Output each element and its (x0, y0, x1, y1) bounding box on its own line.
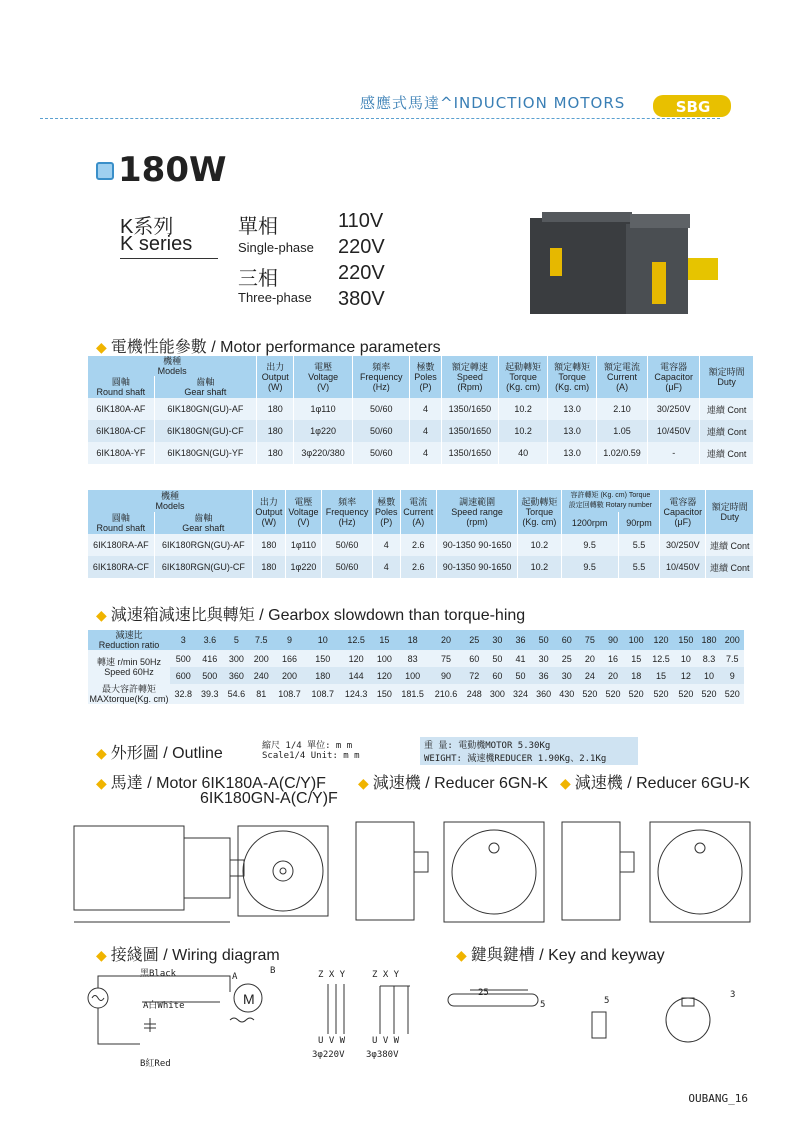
t2-col-4: 電流 Current (A) (400, 490, 436, 534)
three-phase-cn: 三相 (238, 268, 278, 290)
t1-col-9: 額定時間 Duty (700, 356, 754, 398)
torque-cell: 32.8 (170, 684, 197, 704)
speed60-cell: 600 (170, 667, 197, 684)
speed50-cell: 75 (429, 650, 462, 667)
t1-col-5: 起動轉矩 Torque (Kg. cm) (499, 356, 548, 398)
section-motor-2: 6IK180GN-A(C/Y)F (200, 790, 338, 807)
speed60-cell: 50 (509, 667, 532, 684)
motor-side-view (74, 826, 184, 910)
section-reducer-1-label: 減速機 / Reducer 6GN-K (372, 775, 548, 792)
torque-cell: 248 (463, 684, 486, 704)
speed60-cell: 30 (555, 667, 578, 684)
header-divider (40, 118, 720, 119)
torque-cell: 150 (373, 684, 396, 704)
weight-box (420, 737, 638, 765)
ratio-cell: 50 (532, 630, 555, 650)
t2-col-6: 起動轉矩 Torque (Kg. cm) (518, 490, 561, 534)
diamond-bullet-icon: ◆ (96, 339, 107, 355)
speed50-cell: 12.5 (648, 650, 675, 667)
torque-cell: 210.6 (429, 684, 462, 704)
diamond-bullet-icon: ◆ (96, 947, 107, 963)
voltage-4: 380V (338, 288, 385, 310)
ratio-cell: 60 (555, 630, 578, 650)
torque-label: 最大容許轉矩 MAXtorque(Kg. cm) (89, 684, 169, 704)
section-reducer-2 (560, 770, 750, 793)
wire-white: A白White (143, 1001, 185, 1011)
speed60-cell: 60 (486, 667, 509, 684)
speed60-cell: 144 (339, 667, 372, 684)
speed60-cell: 72 (463, 667, 486, 684)
t2-col-2: 頻率 Frequency (Hz) (322, 490, 373, 534)
terminal-a: A (232, 972, 238, 982)
t2-r2: 90rpm (618, 512, 659, 534)
zxy-380: Z X Y (372, 970, 400, 980)
product-power-title: 180W (118, 150, 227, 190)
wire-black: 黑Black (140, 969, 177, 979)
table-row: 6IK180A-CF 6IK180GN(GU)-CF 180 1φ220 50/60 4 1350/1650 10.2 13.0 1.05 10/450V 連續 Cont (88, 420, 754, 442)
speed50-cell: 300 (223, 650, 250, 667)
speed60-cell: 240 (250, 667, 273, 684)
weight-label-2: WEIGHT: (424, 754, 462, 764)
section-gearbox-label: 減速箱減速比與轉矩 / Gearbox slowdown than torque-hing (110, 607, 526, 624)
torque-cell: 54.6 (223, 684, 250, 704)
key-keyway-drawing (440, 968, 740, 1048)
ratio-cell: 90 (601, 630, 624, 650)
ratio-cell: 25 (463, 630, 486, 650)
title-bullet-icon (96, 162, 114, 180)
speed50-cell: 150 (306, 650, 339, 667)
t2-head-gear: 齒軸 Gear shaft (154, 512, 252, 534)
ratio-cell: 100 (625, 630, 648, 650)
section-performance-label: 電機性能參數 / Motor performance parameters (110, 339, 441, 356)
speed60-cell: 15 (648, 667, 675, 684)
diamond-bullet-icon: ◆ (96, 607, 107, 623)
torque-cell: 360 (532, 684, 555, 704)
svg-text:SBG: SBG (675, 98, 711, 116)
section-key-label: 鍵與鍵槽 / Key and keyway (470, 947, 665, 964)
series-cn: K系列 (120, 216, 174, 238)
gearbox-table (88, 630, 744, 704)
reducer-gu-front (650, 822, 750, 922)
wire-red: B紅Red (140, 1059, 171, 1069)
weight-label-1: 重 量: (424, 741, 453, 751)
t2-col-1: 電壓 Voltage (V) (285, 490, 321, 534)
t2-rated-head: 容許轉矩 (Kg. cm) Torque 設定回轉數 Rotary number (561, 490, 660, 512)
ratio-cell: 36 (509, 630, 532, 650)
t1-head-gear: 齒軸 Gear shaft (154, 376, 257, 398)
t2-col-0: 出力 Output (W) (252, 490, 285, 534)
t2-col-duty: 額定時間 Duty (706, 490, 754, 534)
diamond-bullet-icon: ◆ (560, 775, 571, 791)
speed60-cell: 90 (429, 667, 462, 684)
t2-col-3: 極數 Poles (P) (373, 490, 401, 534)
speed50-cell: 120 (339, 650, 372, 667)
speed50-cell: 50 (486, 650, 509, 667)
key-width-1: 5 (540, 1000, 546, 1010)
ratio-cell: 75 (578, 630, 601, 650)
speed50-cell: 25 (555, 650, 578, 667)
speed60-cell: 20 (601, 667, 624, 684)
reducer-gn-side (356, 822, 414, 920)
speed50-cell: 200 (250, 650, 273, 667)
t2-head-model: 機種 Models (88, 490, 252, 512)
torque-cell: 300 (486, 684, 509, 704)
torque-cell: 520 (601, 684, 624, 704)
speed60-cell: 36 (532, 667, 555, 684)
ratio-label: 減速比 Reduction ratio (88, 630, 170, 650)
speed60-cell: 500 (197, 667, 224, 684)
torque-cell: 430 (555, 684, 578, 704)
series-underline (120, 258, 218, 259)
ratio-cell: 3.6 (197, 630, 224, 650)
speed50-cell: 83 (396, 650, 429, 667)
speed50-cell: 20 (578, 650, 601, 667)
voltage-3: 220V (338, 262, 385, 284)
page-number: OUBANG_16 (688, 1092, 748, 1105)
ratio-cell: 10 (306, 630, 339, 650)
ratio-cell: 7.5 (250, 630, 273, 650)
reducer-gn-front (444, 822, 544, 922)
single-phase-cn: 單相 (238, 216, 278, 238)
brand-logo (653, 92, 733, 120)
t1-col-7: 額定電流 Current (A) (597, 356, 648, 398)
motor-photo (522, 208, 742, 320)
torque-cell: 520 (648, 684, 675, 704)
torque-cell: 520 (625, 684, 648, 704)
t1-col-6: 額定轉矩 Torque (Kg. cm) (548, 356, 597, 398)
torque-cell: 124.3 (339, 684, 372, 704)
single-phase-en: Single-phase (238, 240, 314, 255)
section-reducer-1 (358, 770, 548, 793)
ratio-cell: 20 (429, 630, 462, 650)
diamond-bullet-icon: ◆ (358, 775, 369, 791)
t2-col-5: 調速範圍 Speed range (rpm) (436, 490, 517, 534)
section-gearbox (96, 602, 525, 625)
t1-col-4: 額定轉速 Speed (Rpm) (441, 356, 499, 398)
speed60-cell: 360 (223, 667, 250, 684)
section-outline (96, 740, 223, 763)
torque-cell: 520 (697, 684, 720, 704)
voltage-1: 110V (338, 210, 384, 232)
section-reducer-2-label: 減速機 / Reducer 6GU-K (574, 775, 750, 792)
voltage-2: 220V (338, 236, 385, 258)
ratio-cell: 9 (273, 630, 306, 650)
speed60-cell: 100 (396, 667, 429, 684)
ratio-cell: 150 (674, 630, 697, 650)
t1-col-2: 頻率 Frequency (Hz) (352, 356, 410, 398)
ratio-cell: 180 (697, 630, 720, 650)
t1-col-0: 出力 Output (W) (257, 356, 294, 398)
uvw-380: U V W (372, 1036, 400, 1046)
speed50-cell: 500 (170, 650, 197, 667)
t2-head-round: 圓軸 Round shaft (88, 512, 154, 534)
reducer-gu-side (562, 822, 620, 920)
torque-cell: 81 (250, 684, 273, 704)
table-row: 6IK180A-AF 6IK180GN(GU)-AF 180 1φ110 50/60 4 1350/1650 10.2 13.0 2.10 30/250V 連續 Cont (88, 398, 754, 420)
motor-front-view (238, 826, 328, 916)
speed60-cell: 9 (721, 667, 744, 684)
performance-table-1 (88, 356, 754, 464)
t1-col-3: 極數 Poles (P) (410, 356, 441, 398)
uvw-220: U V W (318, 1036, 346, 1046)
speed50-cell: 41 (509, 650, 532, 667)
t1-col-8: 電容器 Capacitor (μF) (648, 356, 700, 398)
speed60-cell: 24 (578, 667, 601, 684)
speed50-cell: 8.3 (697, 650, 720, 667)
ratio-cell: 30 (486, 630, 509, 650)
speed60-cell: 12 (674, 667, 697, 684)
t1-head-model-en: Models (157, 366, 187, 376)
speed60-cell: 18 (625, 667, 648, 684)
ratio-cell: 12.5 (339, 630, 372, 650)
ratio-cell: 3 (170, 630, 197, 650)
torque-cell: 108.7 (273, 684, 306, 704)
torque-cell: 520 (721, 684, 744, 704)
three-phase-en: Three-phase (238, 290, 312, 305)
weight-motor: 電動機MOTOR 5.30Kg (458, 741, 551, 751)
speed50-cell: 60 (463, 650, 486, 667)
section-performance (96, 334, 441, 357)
torque-cell: 108.7 (306, 684, 339, 704)
scale-line-1: 縮尺 1/4 單位: m m (262, 741, 353, 751)
speed60-cell: 120 (373, 667, 396, 684)
ratio-cell: 5 (223, 630, 250, 650)
performance-table-2 (88, 490, 754, 578)
key-width-2: 5 (604, 996, 610, 1006)
terminal-b: B (270, 966, 276, 976)
section-key (456, 942, 665, 965)
header-title: 感應式馬達^INDUCTION MOTORS (360, 94, 626, 112)
torque-cell: 520 (674, 684, 697, 704)
diamond-bullet-icon: ◆ (96, 775, 107, 791)
speed50-cell: 100 (373, 650, 396, 667)
key-length: 25 (478, 988, 489, 998)
speed50-cell: 15 (625, 650, 648, 667)
voltage-380-label: 3φ380V (366, 1050, 399, 1060)
t2-r1: 1200rpm (561, 512, 618, 534)
t1-head-round: 圓軸 Round shaft (88, 376, 154, 398)
t1-head-model-cn: 機種 (163, 356, 182, 366)
weight-reducer: 減速機REDUCER 1.90Kg、2.1Kg (467, 754, 607, 764)
series-en: K series (120, 233, 193, 255)
scale-line-2: Scale1/4 Unit: m m (262, 751, 360, 761)
voltage-220-label: 3φ220V (312, 1050, 345, 1060)
motor-letter: M (243, 991, 255, 1007)
speed50-cell: 16 (601, 650, 624, 667)
diamond-bullet-icon: ◆ (456, 947, 467, 963)
diamond-bullet-icon: ◆ (96, 745, 107, 761)
ratio-cell: 120 (648, 630, 675, 650)
speed50-cell: 30 (532, 650, 555, 667)
section-wiring-label: 接綫圖 / Wiring diagram (110, 947, 280, 964)
torque-cell: 181.5 (396, 684, 429, 704)
zxy-220: Z X Y (318, 970, 346, 980)
ratio-cell: 18 (396, 630, 429, 650)
outline-drawings (60, 812, 780, 940)
table-row: 6IK180RA-AF 6IK180RGN(GU)-AF 180 1φ110 50/60 4 2.6 90-1350 90-1650 10.2 9.5 5.5 30/250V 連續 Cont (88, 534, 754, 556)
speed50-cell: 166 (273, 650, 306, 667)
torque-cell: 520 (578, 684, 601, 704)
t2-col-cap: 電容器 Capacitor (μF) (660, 490, 706, 534)
table-row: 6IK180A-YF 6IK180GN(GU)-YF 180 3φ220/380 50/60 4 1350/1650 40 13.0 1.02/0.59 - 連續 Cont (88, 442, 754, 464)
speed50-cell: 416 (197, 650, 224, 667)
torque-cell: 39.3 (197, 684, 224, 704)
t1-col-1: 電壓 Voltage (V) (294, 356, 353, 398)
speed-label: 轉速 r/min 50Hz Speed 60Hz (88, 650, 170, 684)
speed50-cell: 7.5 (721, 650, 744, 667)
t1-head-model (88, 356, 257, 376)
speed60-cell: 10 (697, 667, 720, 684)
speed50-cell: 10 (674, 650, 697, 667)
table-row: 6IK180RA-CF 6IK180RGN(GU)-CF 180 1φ220 50/60 4 2.6 90-1350 90-1650 10.2 9.5 5.5 10/450V 連續 Cont (88, 556, 754, 578)
speed60-cell: 200 (273, 667, 306, 684)
section-motor-label: 馬達 / Motor 6IK180A-A(C/Y)F (110, 775, 326, 792)
speed60-cell: 180 (306, 667, 339, 684)
ratio-cell: 15 (373, 630, 396, 650)
ratio-cell: 200 (721, 630, 744, 650)
torque-cell: 324 (509, 684, 532, 704)
key-depth: 3 (730, 990, 736, 1000)
section-outline-label: 外形圖 / Outline (110, 745, 223, 762)
